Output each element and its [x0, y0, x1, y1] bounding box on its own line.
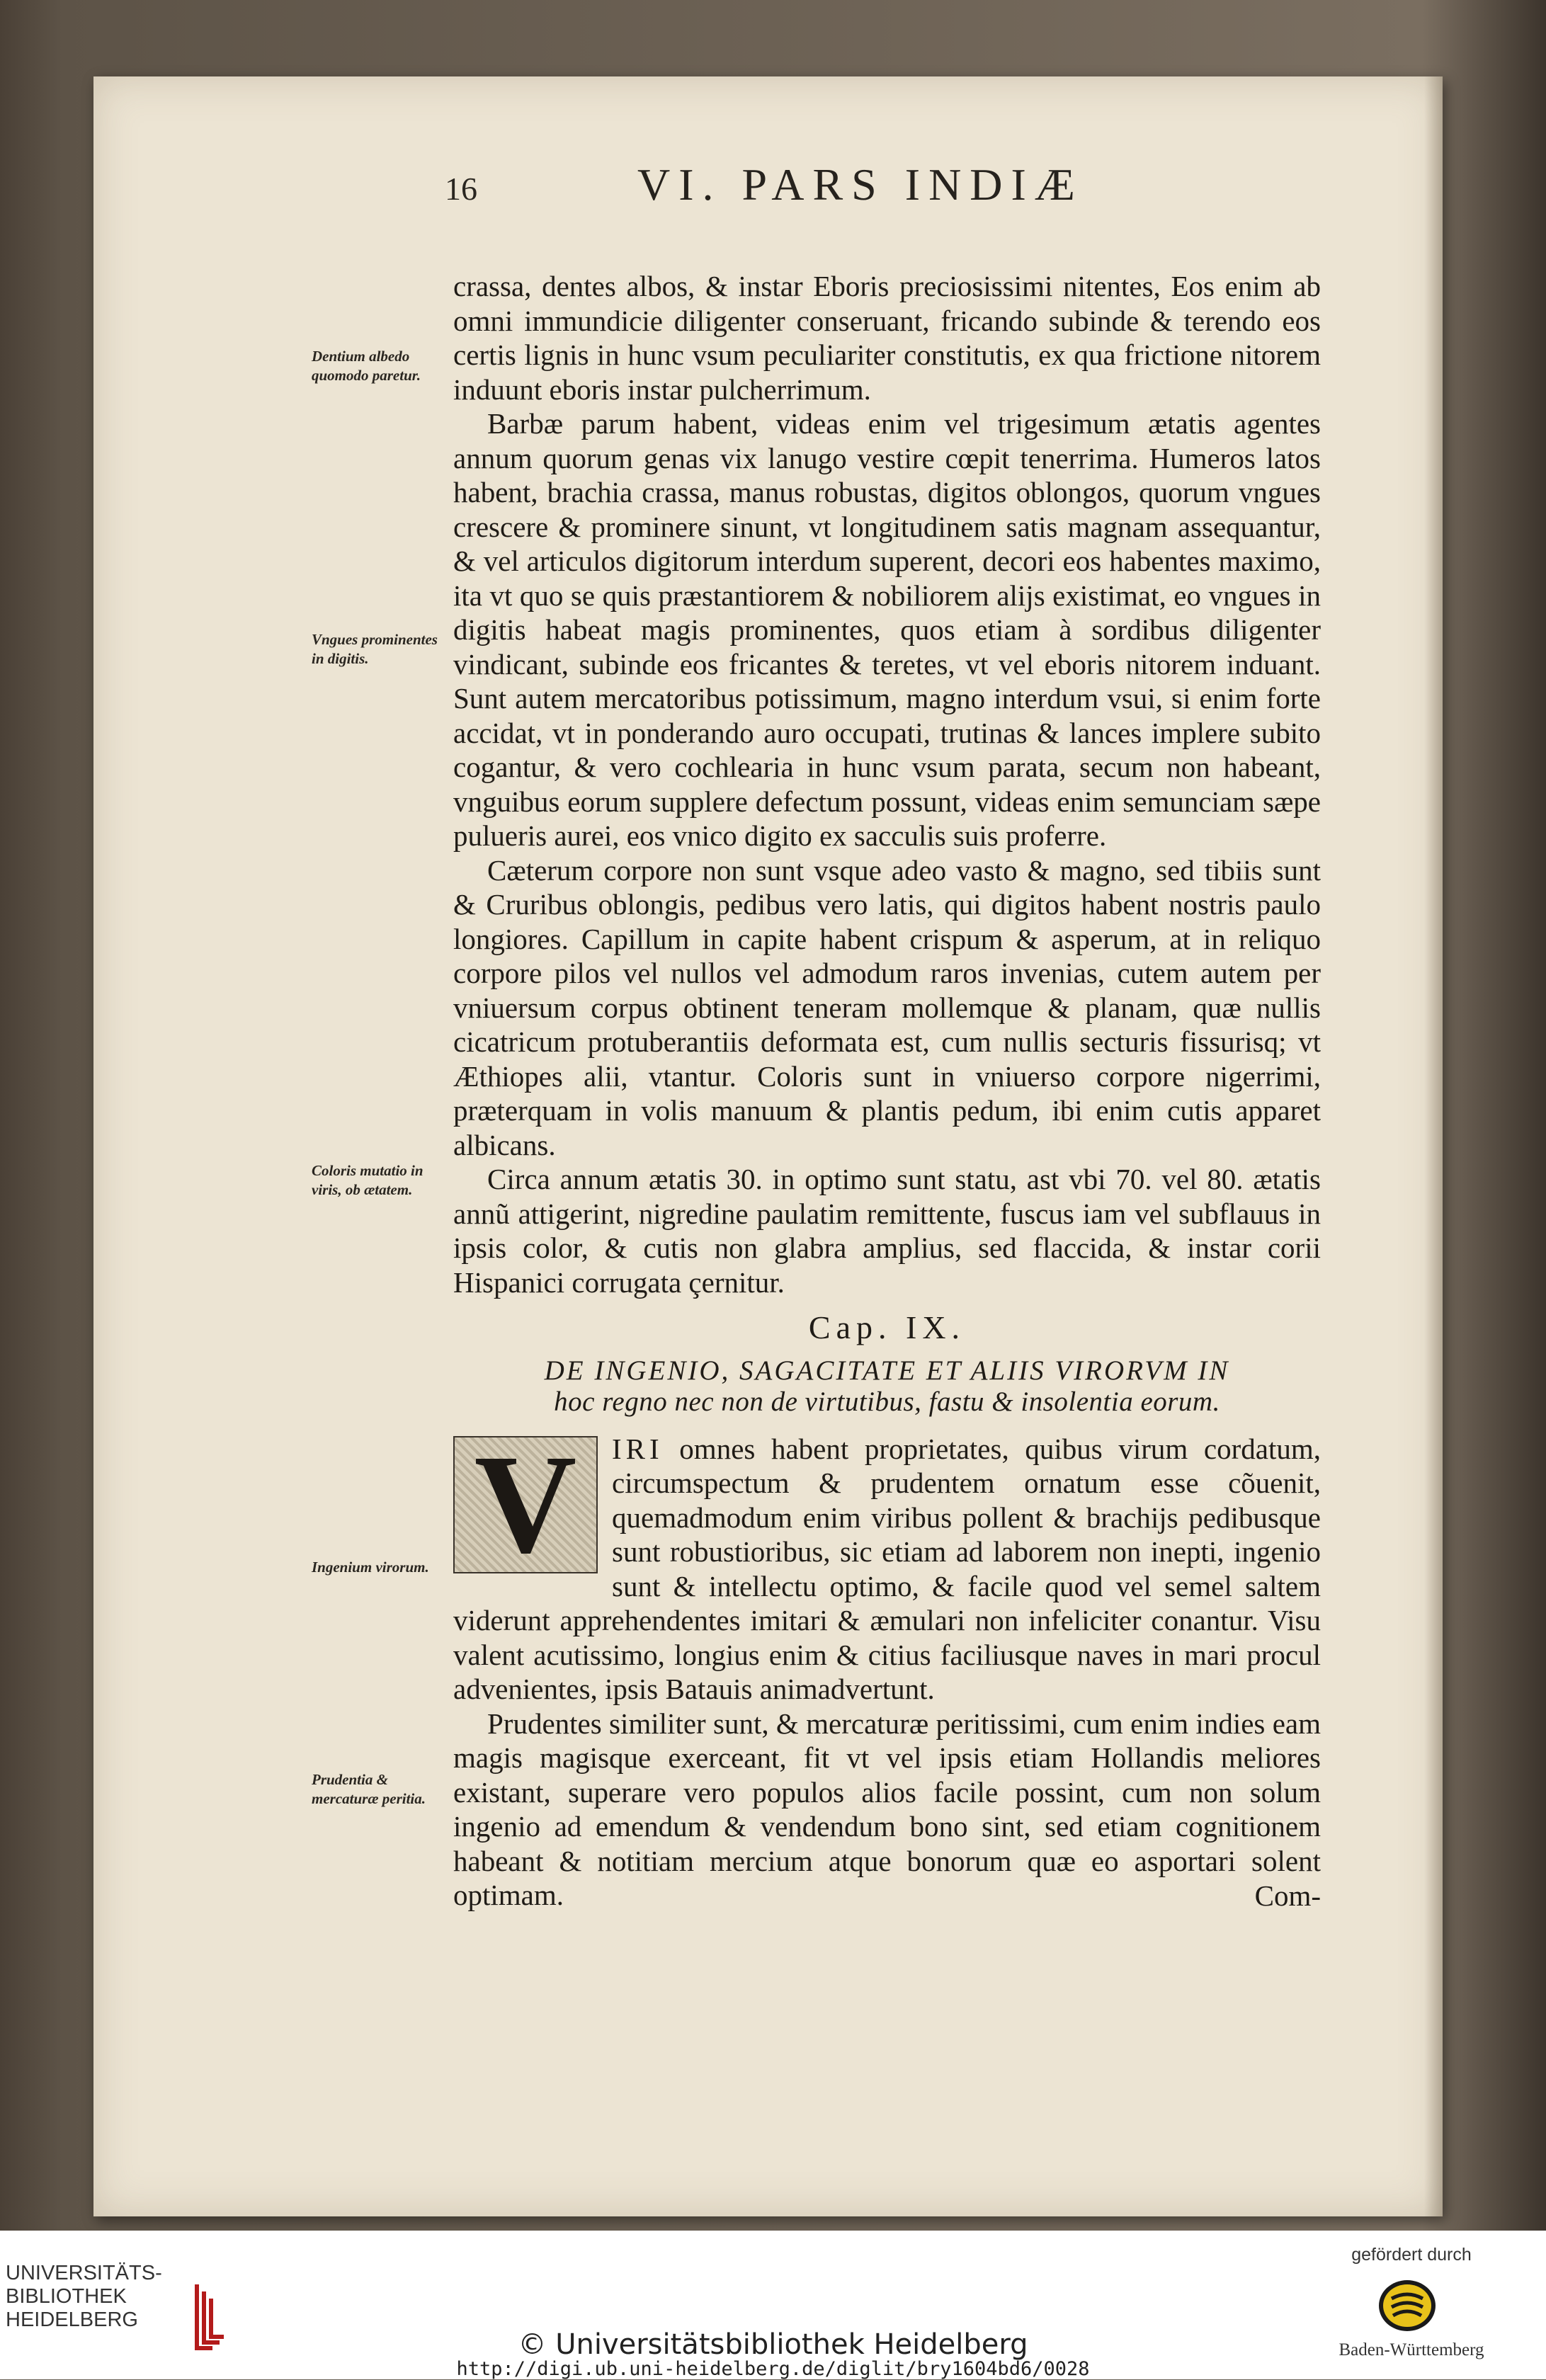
- page-header: [340, 149, 1360, 212]
- margin-note-prudentia: Prudentia & mercaturæ peritia.: [312, 1771, 426, 1807]
- paragraph-1: crassa, dentes albos, & instar Eboris preciosissimi nitentes, Eos enim ab omni immundicie diligenter conseruant, fricando subinde & terendo eos certis lignis in hunc vsum peculiariter constitutis, ex qua frictione nitorem induunt eboris instar pulcherrimum.: [453, 270, 1321, 406]
- paragraph-4: Circa annum ætatis 30. in optimo sunt statu, ast vbi 70. vel 80. ætatis annũ attigerint, nigredine paulatim remittente, fuscus iam vel subflauus in ipsis color, & cutis non glabra amplius, sed flaccida, & instar corii Hispanici corrugata çernitur.: [453, 1163, 1321, 1299]
- decorated-initial: [453, 1425, 598, 1583]
- library-name-line-1: UNIVERSITÄTS-: [6, 2262, 162, 2284]
- page-edge-shadow: [1424, 76, 1443, 2216]
- initial-letter: V: [474, 1425, 577, 1583]
- chapter-heading: Cap. IX.: [808, 1309, 966, 1345]
- paragraph-5: [453, 1425, 1321, 1707]
- funding-label: gefördert durch: [1351, 2245, 1472, 2265]
- library-name-line-3: HEIDELBERG: [6, 2308, 138, 2331]
- library-name-line-2: BIBLIOTHEK: [6, 2285, 127, 2308]
- paragraph-2: Barbæ parum habent, videas enim vel trigesimum ætatis agentes annum quorum genas vix lanugo vestire cœpit tenerrima. Humeros latos habent, brachia crassa, manus robustas, digitos oblongos, quorum vngues crescere & prominere sinunt, vt longitudinem satis magnam assequantur, & vel articulos digitorum interdum superent, decori eos habentes maximo, ita vt quo se quis præstantiorem & nobiliorem alijs existimat, eo vngues in digitis habeat magis prominentes, quos etiam à sordibus diligenter vindicant, subinde eos fricantes & teretes, vt vel eboris nitorem induant. Sunt autem mercatoribus potissimum, magno interdum vsui, si enim forte accidat, vt in ponderando auro occupati, trutinas & lances implere subito cogantur, & vero cochlearia in hunc vsum parata, secum non habeant, vnguibus eorum supplere defectum possunt, videas enim semunciam sæpe pulueris aurei, eos vnico digito ex sacculis suis proferre.: [453, 407, 1321, 852]
- chapter-title: [489, 1355, 1285, 1418]
- margin-note-nails: Vngues prominentes in digitis.: [312, 631, 438, 667]
- funding-block: [1305, 2245, 1518, 2360]
- margin-note-ingenium: Ingenium virorum.: [312, 1559, 429, 1576]
- funder-name: Baden-Württemberg: [1338, 2340, 1484, 2359]
- running-head: VI. PARS INDIÆ: [637, 159, 1084, 210]
- margin-note-teeth: Dentium albedo quomodo paretur.: [312, 348, 421, 384]
- permalink-url[interactable]: http://digi.ub.uni-heidelberg.de/diglit/bry1604bd6/0028: [456, 2358, 1090, 2380]
- catchword: Com-: [1254, 1879, 1321, 1912]
- body-text: [453, 269, 1321, 1913]
- margin-note-color: Coloris mutatio in viris, ob ætatem.: [312, 1162, 424, 1198]
- chapter-title-sub: hoc regno nec non de virtutibus, fastu & insolentia eorum.: [554, 1386, 1220, 1417]
- paragraph-5-lead: IRI: [612, 1432, 664, 1465]
- paragraph-6-text: Prudentes similiter sunt, & mercaturæ peritissimi, cum enim indies eam magis magisque exerceant, fit vt vel ipsis etiam Hollandis meliores existant, superare vero populos alios facile possint, cum non solum ingenio ad emendum & vendendum bono sint, sed etiam cognitionem habeant & notitiam mercium atque bonorum quæ eo asportari solent optimam.: [453, 1707, 1321, 1911]
- chapter-title-main: DE INGENIO, SAGACITATE ET ALIIS VIRORVM IN: [544, 1355, 1230, 1386]
- paragraph-3: Cæterum corpore non sunt vsque adeo vasto & magno, sed tibiis sunt & Cruribus oblongis, pedibus vero latis, qui digitos habent nostris paulo longiores. Capillum in capite habent crispum & asperum, at in reliquo corpore pilos vel nullos vel admodum raros invenias, cutem autem per vniuersum corpus obtinent teneram mollemque & planam, quæ nullis cicatricum protuberantiis deformata est, cum nullis secturis fissurisq; vt Æthiopes alii, vtantur. Coloris sunt in vniuerso corpore nigerrimi, præterquam in volis manuum & plantis pedum, ibi enim cutis apparet albicans.: [453, 853, 1321, 1161]
- copyright-notice: © Universitätsbibliothek Heidelberg: [518, 2328, 1028, 2361]
- baden-wuerttemberg-shield-icon: [1377, 2277, 1437, 2334]
- paragraph-5-text: omnes habent proprietates, quibus virum cordatum, circumspectum & prudentem ornatum esse cõuenit, quemadmodum enim viribus pollent & brachijs pedibusque sunt robustioribus, sic etiam ad laborem non inepti, ingenio sunt & intellectu optimo, & facile quod vel semel saltem viderunt apprehendentes imitari & æmulari non infeliciter conantur. Visu valent acutissimo, longius enim & citius faciliusque naves in mari procul advenientes, ipsis Batauis animadvertunt.: [453, 1432, 1321, 1705]
- library-footer: [0, 2231, 1546, 2379]
- page-number: 16: [445, 171, 477, 207]
